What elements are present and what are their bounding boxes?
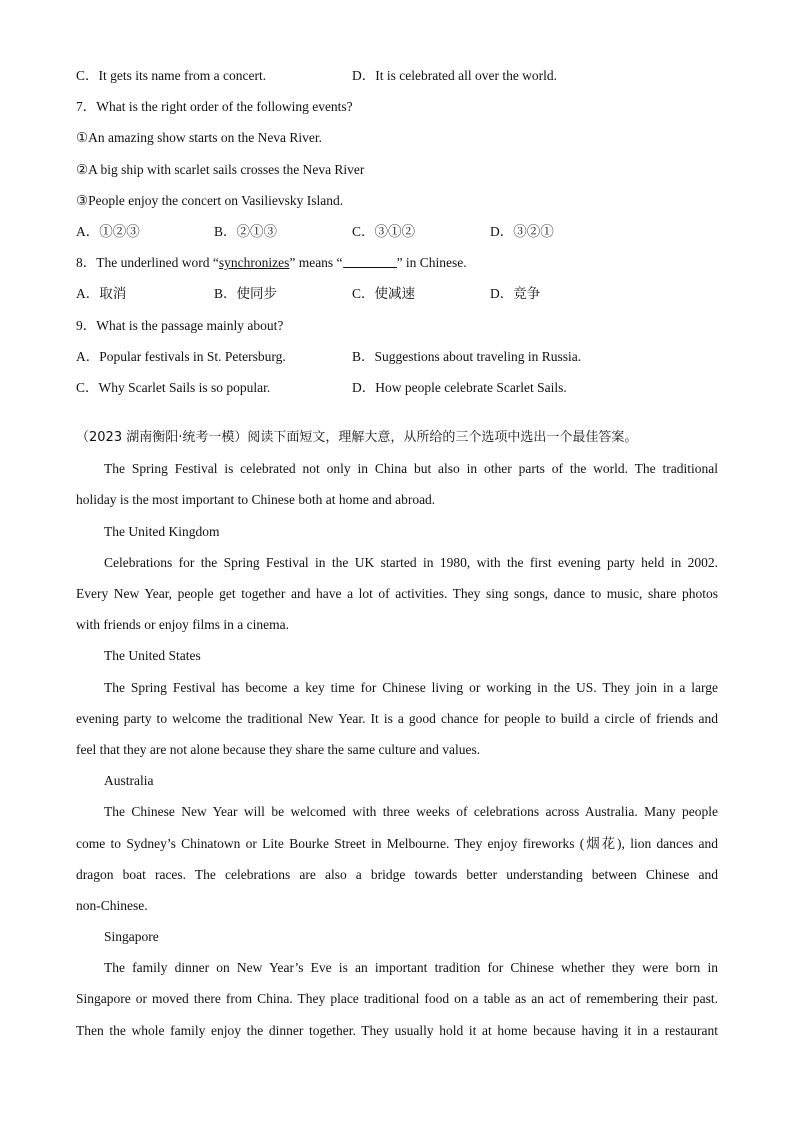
q9-question: 9．What is the passage mainly about? <box>76 317 284 333</box>
q9-option-b[interactable]: B．Suggestions about traveling in Russia. <box>352 348 582 364</box>
q8-options <box>76 280 718 311</box>
paragraph-sg-line-3: Then the whole family enjoy the dinner together. They usually hold it at home because having it in a restaurant <box>76 1022 718 1038</box>
q9-option-d[interactable]: D．How people celebrate Scarlet Sails. <box>352 379 567 395</box>
q6-options-cd <box>76 62 718 93</box>
q8-option-c[interactable]: C．使减速 <box>352 286 416 302</box>
q9-option-a[interactable]: A．Popular festivals in St. Petersburg. <box>76 348 286 364</box>
q7-event-2: ②A big ship with scarlet sails crosses the Neva River <box>76 161 365 177</box>
q8-answer-blank[interactable] <box>343 253 397 268</box>
q7-option-c[interactable]: C．③①② <box>352 223 416 239</box>
section-intro: （2023 湖南衡阳·统考一模）阅读下面短文，理解大意，从所给的三个选项中选出一个最佳答案。 <box>76 430 638 446</box>
paragraph-uk-line-1: Celebrations for the Spring Festival in the UK started in 1980, with the first evening party held in 2002. <box>104 554 718 570</box>
q8-option-a[interactable]: A．取消 <box>76 286 127 302</box>
q8-question-mid: ” means “ <box>289 255 343 271</box>
q8-question <box>76 249 718 280</box>
q7-options <box>76 218 718 249</box>
q6-option-c[interactable]: C．It gets its name from a concert. <box>76 68 267 83</box>
heading-united-kingdom: The United Kingdom <box>104 523 220 539</box>
q7-event-3: ③People enjoy the concert on Vasilievsky Island. <box>76 192 344 208</box>
paragraph-uk-line-3: with friends or enjoy films in a cinema. <box>76 617 289 633</box>
q8-option-d[interactable]: D．竞争 <box>490 286 541 302</box>
q7-question: 7．What is the right order of the following events? <box>76 99 353 115</box>
paragraph-sg-line-1: The family dinner on New Year’s Eve is an important tradition for Chinese whether they were born in <box>104 960 718 976</box>
q7-option-a[interactable]: A．①②③ <box>76 223 140 239</box>
paragraph-au-line-1: The Chinese New Year will be welcomed with three weeks of celebrations across Australia. Many people <box>104 804 718 820</box>
paragraph-au-line-4: non-Chinese. <box>76 897 148 913</box>
paragraph-intro-line-2: holiday is the most important to Chinese both at home and abroad. <box>76 492 436 508</box>
q8-option-b[interactable]: B．使同步 <box>214 286 278 302</box>
q7-option-d[interactable]: D．③②① <box>490 223 554 239</box>
paragraph-us-line-1: The Spring Festival has become a key time for Chinese living or working in the US. They join in a large <box>104 679 718 695</box>
worksheet-page <box>76 62 718 1048</box>
q8-question-pre: 8．The underlined word “ <box>76 255 219 271</box>
q7-event-1: ①An amazing show starts on the Neva River. <box>76 130 323 146</box>
paragraph-uk-line-2: Every New Year, people get together and have a lot of activities. They sing songs, dance to music, share photos <box>76 586 718 601</box>
paragraph-us-line-2: evening party to welcome the traditional New Year. It is a good chance for people to build a circle of friends and <box>76 710 718 726</box>
q8-question-post: ” in Chinese. <box>396 255 467 271</box>
paragraph-sg-line-2: Singapore or moved there from China. They place traditional food on a table as an act of remembering their past. <box>76 991 718 1007</box>
section-spacer <box>76 405 718 424</box>
paragraph-au-line-2: come to Sydney’s Chinatown or Lite Bourke Street in Melbourne. They enjoy fireworks (烟花), lion dances and <box>76 835 718 851</box>
q9-options-cd <box>76 374 718 405</box>
q8-underlined-word: synchronizes <box>218 255 290 271</box>
paragraph-us-line-3: feel that they are not alone because they share the same culture and values. <box>76 741 481 757</box>
heading-australia: Australia <box>104 773 154 789</box>
q9-options-ab <box>76 343 718 374</box>
paragraph-intro-line-1: The Spring Festival is celebrated not only in China but also in other parts of the world. The traditional <box>104 461 718 477</box>
paragraph-au-line-3: dragon boat races. The celebrations are also a bridge towards better understanding between Chinese and <box>76 866 718 882</box>
q7-option-b[interactable]: B．②①③ <box>214 223 278 239</box>
q9-option-c[interactable]: C．Why Scarlet Sails is so popular. <box>76 379 271 395</box>
heading-singapore: Singapore <box>104 929 159 945</box>
heading-united-states: The United States <box>104 648 201 664</box>
q6-option-d[interactable]: D．It is celebrated all over the world. <box>352 68 558 83</box>
